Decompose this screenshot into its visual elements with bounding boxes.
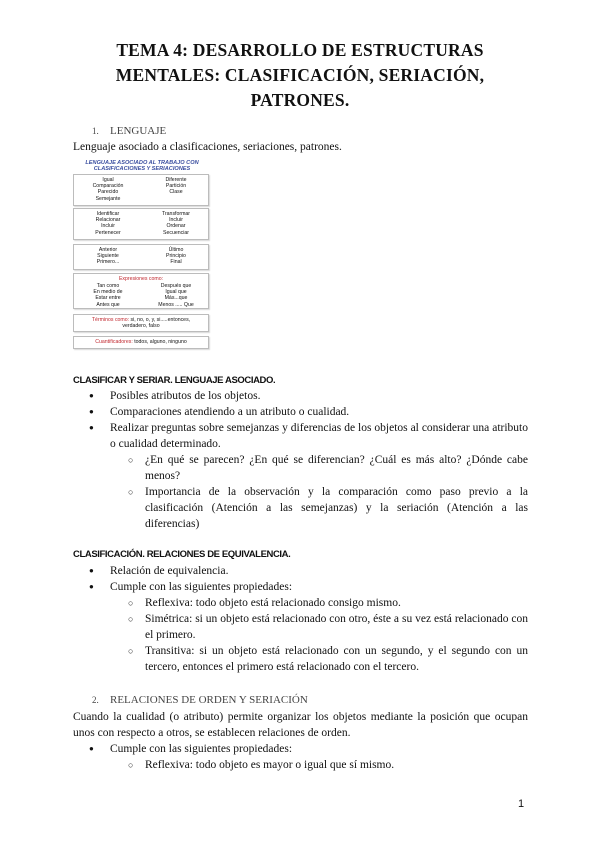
list-item: ○ Transitiva: si un objeto está relacionado con un segundo, y el segundo con un tercero, entonces el primero está relacionado con el tercero. — [110, 643, 528, 675]
figure-box-actions: Identificar Relacionar Incluir Pertenecer Transformar Incluir Ordenar Secuenciar — [73, 208, 209, 240]
figure-box-expressions: Expresiones como: Tan como En medio de Estar entre Antes que Después que Igual que Más...que Menos ..... Que — [73, 273, 209, 309]
figure-box-order: Anterior Siguiente Primero... Último Principio Final — [73, 244, 209, 270]
list-item: ○ Reflexiva: todo objeto es mayor o igual que sí mismo. — [110, 757, 528, 773]
figure-box-quantifiers: Cuantificadores: todos, alguno, ninguno — [73, 336, 209, 349]
figure-heading: LENGUAJE ASOCIADO AL TRABAJO CON CLASIFICACIONES Y SERIACIONES — [85, 160, 199, 173]
list-item: ● Cumple con las siguientes propiedades: ○ Reflexiva: todo objeto está relacionado consigo mismo. ○ Simétrica: si un objeto está relacionado con otro, éste a su vez está relacionado con el primero. ○ Transitiva: si un objeto está relacionado con un segundo, y el segundo con un tercero, entonces el primero está relacionado con el tercero. — [73, 579, 528, 675]
heading-clasificacion-equivalencia: CLASIFICACIÓN. RELACIONES DE EQUIVALENCIA. — [73, 549, 291, 560]
figure-box-comparison: Igual Comparación Parecido Semejante Diferente Partición Clase — [73, 174, 209, 206]
section-1-intro: Lenguaje asociado a clasificaciones, seriaciones, patrones. — [73, 141, 342, 153]
language-figure — [73, 160, 209, 350]
list-item: ● Relación de equivalencia. — [73, 563, 528, 579]
list-item: ○ Importancia de la observación y la comparación como paso previo a la clasificación (Atención a las semejanzas) y la seriación (Atención a las diferencias) — [110, 484, 528, 532]
figure-box-terms: Términos como: si, no, o, y, si.....entonces, verdadero, falso — [73, 314, 209, 332]
page-number: 1 — [518, 798, 525, 810]
heading-clasificar-seriar: CLASIFICAR Y SERIAR. LENGUAJE ASOCIADO. — [73, 375, 276, 386]
list-item: ● Realizar preguntas sobre semejanzas y diferencias de los objetos al considerar una atributo o cualidad determinado. ○ ¿En qué se parecen? ¿En qué se diferencian? ¿Cuál es más alto? ¿Dónde cabe menos? ○ Importancia de la observación y la comparación como paso previo a la clasificación (Atención a las semejanzas) y la seriación (Atención a las diferencias) — [73, 420, 528, 532]
list-item: ○ Reflexiva: todo objeto está relacionado consigo mismo. — [110, 595, 528, 611]
section-heading-1: 1. LENGUAJE — [92, 125, 167, 137]
section-heading-2: 2. RELACIONES DE ORDEN Y SERIACIÓN — [92, 694, 308, 706]
list-item: ● Cumple con las siguientes propiedades: ○ Reflexiva: todo objeto es mayor o igual que sí mismo. — [73, 741, 528, 773]
list-clasificacion-equivalencia — [73, 563, 528, 675]
list-clasificar-seriar — [73, 388, 528, 532]
list-item: ● Comparaciones atendiendo a un atributo o cualidad. — [73, 404, 528, 420]
list-item: ○ ¿En qué se parecen? ¿En qué se diferencian? ¿Cuál es más alto? ¿Dónde cabe menos? — [110, 452, 528, 484]
list-item: ○ Simétrica: si un objeto está relacionado con otro, éste a su vez está relacionado con el primero. — [110, 611, 528, 643]
page-title: TEMA 4: DESARROLLO DE ESTRUCTURAS MENTALES: CLASIFICACIÓN, SERIACIÓN, PATRONES. — [115, 40, 485, 110]
list-orden — [73, 741, 528, 773]
section-2-intro: Cuando la cualidad (o atributo) permite organizar los objetos mediante la posición que ocupan unos con respecto a otros, se establecen relaciones de orden. — [73, 711, 528, 739]
list-item: ● Posibles atributos de los objetos. — [73, 388, 528, 404]
